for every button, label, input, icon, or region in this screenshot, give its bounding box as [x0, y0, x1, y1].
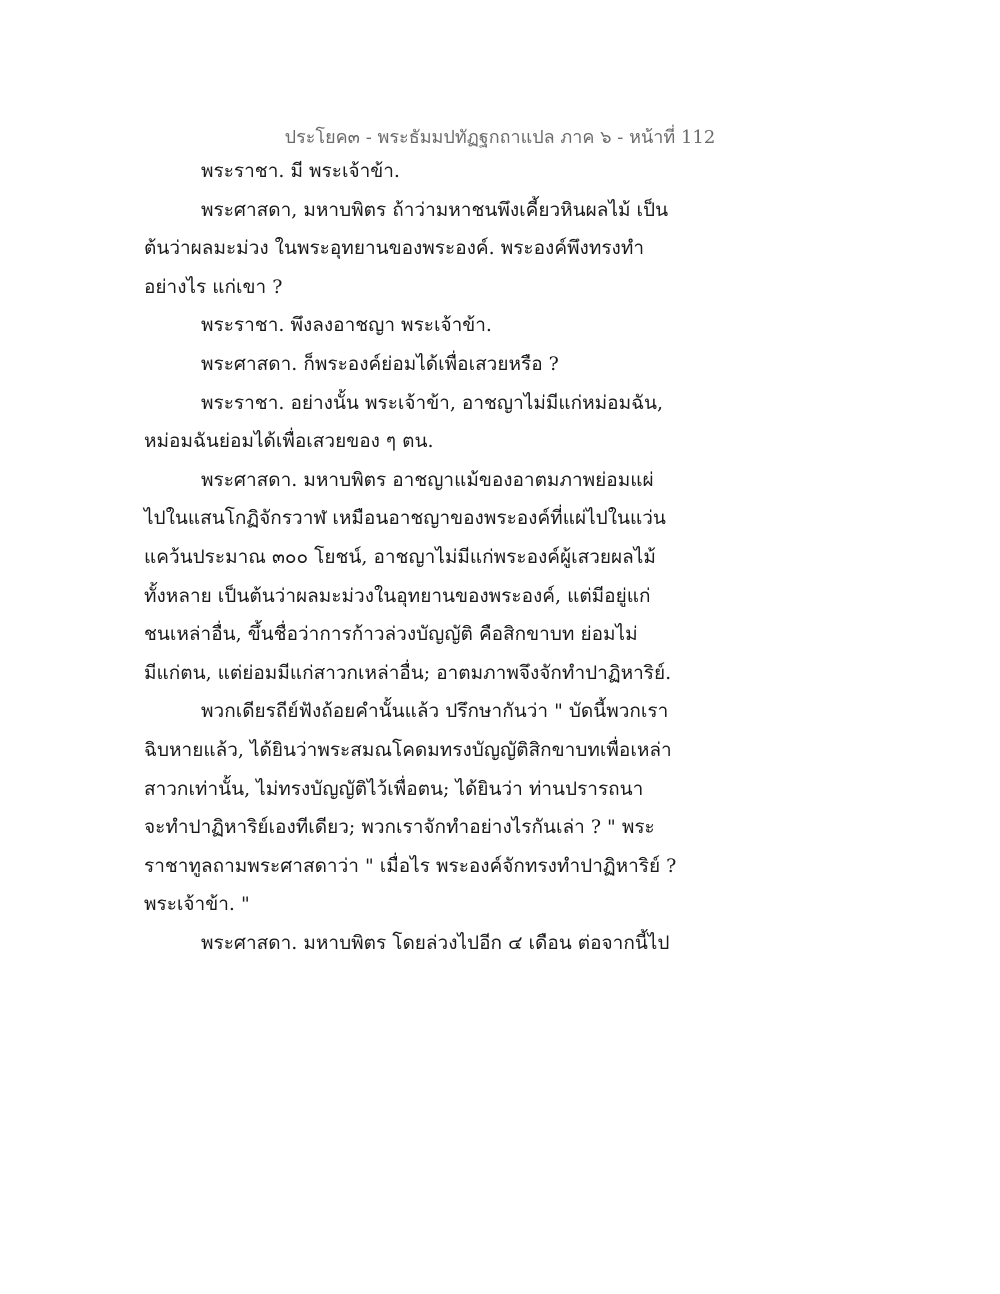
- text-line: ราชาทูลถามพระศาสดาว่า " เมื่อไร พระองค์จักทรงทำปาฏิหาริย์ ?: [144, 854, 677, 877]
- page-header: [0, 122, 1000, 151]
- text-line: พระศาสดา. มหาบพิตร โดยล่วงไปอีก ๔ เดือน ต่อจากนี้ไป: [201, 931, 670, 954]
- running-header-text: ประโยค๓ - พระธัมมปทัฏฐกถาแปล ภาค ๖ - หน้าที่ 112: [284, 127, 716, 148]
- text-line: สาวกเท่านั้น, ไม่ทรงบัญญัติไว้เพื่อตน; ได้ยินว่า ท่านปรารถนา: [144, 777, 644, 800]
- page-body-text: [144, 152, 684, 962]
- text-line: พระราชา. มี พระเจ้าข้า.: [201, 160, 400, 182]
- text-line: พระศาสดา. มหาบพิตร อาชญาแม้ของอาตมภาพย่อมแผ่: [201, 468, 654, 491]
- text-line: ไปในแสนโกฏิจักรวาฬ เหมือนอาชญาของพระองค์ที่แผ่ไปในแว่น: [144, 507, 666, 530]
- text-line: ชนเหล่าอื่น, ขึ้นชื่อว่าการก้าวล่วงบัญญัติ คือสิกขาบท ย่อมไม่: [144, 623, 638, 646]
- text-line: พระศาสดา. ก็พระองค์ย่อมได้เพื่อเสวยหรือ ?: [201, 352, 559, 375]
- text-line: อย่างไร แก่เขา ?: [144, 275, 283, 298]
- text-line: หม่อมฉันย่อมได้เพื่อเสวยของ ๆ ตน.: [144, 430, 434, 453]
- text-line: พวกเดียรถีย์ฟังถ้อยคำนั้นแล้ว ปรึกษากันว่า " บัดนี้พวกเรา: [201, 700, 669, 723]
- text-line: พระราชา. อย่างนั้น พระเจ้าข้า, อาชญาไม่มีแก่หม่อมฉัน,: [201, 391, 664, 414]
- text-line: พระราชา. พึงลงอาชญา พระเจ้าข้า.: [201, 314, 492, 337]
- text-line: มีแก่ตน, แต่ย่อมมีแก่สาวกเหล่าอื่น; อาตมภาพจึงจักทำปาฏิหาริย์.: [144, 661, 672, 684]
- text-line: ฉิบหายแล้ว, ได้ยินว่าพระสมณโคดมทรงบัญญัติสิกขาบทเพื่อเหล่า: [144, 738, 672, 761]
- text-line: ทั้งหลาย เป็นต้นว่าผลมะม่วงในอุทยานของพระองค์, แต่มีอยู่แก่: [144, 584, 651, 607]
- text-line: จะทำปาฏิหาริย์เองทีเดียว; พวกเราจักทำอย่างไรกันเล่า ? " พระ: [144, 816, 655, 839]
- text-line: แคว้นประมาณ ๓๐๐ โยชน์, อาชญาไม่มีแก่พระองค์ผู้เสวยผลไม้: [144, 545, 656, 568]
- text-line: พระเจ้าข้า. ": [144, 893, 250, 916]
- text-line: พระศาสดา, มหาบพิตร ถ้าว่ามหาชนพึงเคี้ยวหินผลไม้ เป็น: [201, 198, 669, 221]
- text-line: ต้นว่าผลมะม่วง ในพระอุทยานของพระองค์. พระองค์พึงทรงทำ: [144, 237, 645, 260]
